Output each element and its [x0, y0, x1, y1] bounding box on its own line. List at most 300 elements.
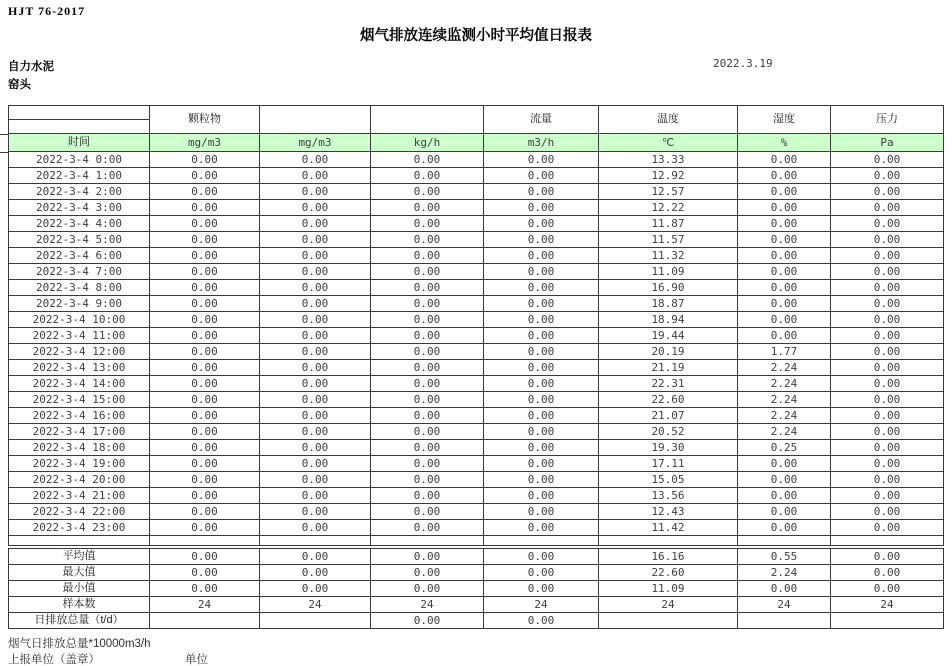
table-row — [9, 472, 944, 488]
value-cell: 0.00 — [371, 152, 484, 168]
value-cell: 0.00 — [260, 408, 371, 424]
time-cell: 2022-3-4 15:00 — [9, 392, 150, 408]
value-cell: 0.00 — [371, 456, 484, 472]
value-cell: 0.00 — [371, 296, 484, 312]
value-cell: 0.00 — [260, 296, 371, 312]
value-cell: 0.00 — [260, 360, 371, 376]
summary-value: 0.00 — [150, 581, 260, 597]
table-row — [9, 328, 944, 344]
summary-value: 22.60 — [599, 565, 738, 581]
value-cell: 0.00 — [831, 520, 944, 536]
time-cell: 2022-3-4 17:00 — [9, 424, 150, 440]
page-title: 烟气排放连续监测小时平均值日报表 — [360, 28, 592, 44]
time-cell: 2022-3-4 21:00 — [9, 488, 150, 504]
value-cell: 0.00 — [150, 376, 260, 392]
value-cell: 0.00 — [831, 392, 944, 408]
time-cell: 2022-3-4 5:00 — [9, 232, 150, 248]
value-cell: 0.00 — [831, 296, 944, 312]
time-cell: 2022-3-4 12:00 — [9, 344, 150, 360]
value-cell: 0.00 — [831, 216, 944, 232]
value-cell: 15.05 — [599, 472, 738, 488]
value-cell: 16.90 — [599, 280, 738, 296]
value-cell: 0.00 — [831, 344, 944, 360]
value-cell: 0.00 — [738, 264, 831, 280]
summary-value: 0.00 — [831, 581, 944, 597]
summary-value: 0.00 — [260, 565, 371, 581]
summary-value: 0.00 — [484, 581, 599, 597]
time-cell: 2022-3-4 9:00 — [9, 296, 150, 312]
value-cell: 0.00 — [371, 376, 484, 392]
value-cell: 0.00 — [260, 344, 371, 360]
value-cell: 0.00 — [260, 392, 371, 408]
value-cell: 0.00 — [371, 232, 484, 248]
value-cell: 0.00 — [371, 344, 484, 360]
spacer-cell — [150, 536, 260, 546]
value-cell: 0.00 — [738, 200, 831, 216]
time-header-cell: 时间 — [9, 134, 150, 152]
spacer-cell — [599, 536, 738, 546]
value-cell: 12.92 — [599, 168, 738, 184]
time-cell: 2022-3-4 10:00 — [9, 312, 150, 328]
value-cell: 0.00 — [371, 264, 484, 280]
value-cell: 0.00 — [150, 520, 260, 536]
header-row-1 — [9, 106, 944, 120]
group-header-cell: 温度 — [599, 106, 738, 134]
value-cell: 0.00 — [831, 168, 944, 184]
value-cell: 0.00 — [260, 216, 371, 232]
value-cell: 0.00 — [831, 376, 944, 392]
value-cell: 0.00 — [260, 264, 371, 280]
value-cell: 0.00 — [260, 328, 371, 344]
value-cell: 2.24 — [738, 360, 831, 376]
value-cell: 18.94 — [599, 312, 738, 328]
value-cell: 0.00 — [738, 248, 831, 264]
value-cell: 0.00 — [484, 344, 599, 360]
value-cell: 11.09 — [599, 264, 738, 280]
time-cell: 2022-3-4 18:00 — [9, 440, 150, 456]
total-emission-note: 烟气日排放总量*10000m3/h — [8, 638, 151, 650]
summary-value: 0.00 — [260, 549, 371, 565]
value-cell: 11.42 — [599, 520, 738, 536]
summary-label: 最小值 — [9, 581, 150, 597]
value-cell: 0.00 — [484, 184, 599, 200]
value-cell: 0.00 — [150, 472, 260, 488]
unit-cell: Pa — [831, 134, 944, 152]
value-cell: 22.60 — [599, 392, 738, 408]
summary-value: 0.55 — [738, 549, 831, 565]
value-cell: 0.00 — [150, 200, 260, 216]
value-cell: 0.00 — [484, 152, 599, 168]
time-cell: 2022-3-4 6:00 — [9, 248, 150, 264]
value-cell: 0.00 — [738, 216, 831, 232]
value-cell: 0.00 — [150, 504, 260, 520]
value-cell: 0.00 — [150, 360, 260, 376]
value-cell: 0.00 — [484, 216, 599, 232]
summary-value: 0.00 — [371, 549, 484, 565]
corner-cell-bottom — [9, 120, 150, 134]
value-cell: 0.00 — [738, 232, 831, 248]
value-cell: 0.00 — [371, 472, 484, 488]
summary-value: 24 — [371, 597, 484, 613]
spacer-row — [9, 536, 944, 546]
group-header-cell: 流量 — [484, 106, 599, 134]
value-cell: 0.00 — [831, 184, 944, 200]
value-cell: 0.00 — [738, 168, 831, 184]
value-cell: 0.00 — [484, 408, 599, 424]
spacer-cell — [484, 536, 599, 546]
left-line-stub-bottom — [0, 152, 8, 153]
summary-value: 11.09 — [599, 581, 738, 597]
value-cell: 0.00 — [484, 360, 599, 376]
value-cell: 0.00 — [738, 504, 831, 520]
value-cell: 0.00 — [260, 312, 371, 328]
value-cell: 0.00 — [150, 280, 260, 296]
table-row — [9, 360, 944, 376]
value-cell: 0.00 — [831, 504, 944, 520]
value-cell: 0.00 — [738, 328, 831, 344]
time-cell: 2022-3-4 4:00 — [9, 216, 150, 232]
time-cell: 2022-3-4 11:00 — [9, 328, 150, 344]
value-cell: 0.00 — [260, 472, 371, 488]
value-cell: 1.77 — [738, 344, 831, 360]
unit-cell: % — [738, 134, 831, 152]
table-row — [9, 296, 944, 312]
value-cell: 0.00 — [484, 328, 599, 344]
value-cell: 0.00 — [484, 280, 599, 296]
value-cell: 18.87 — [599, 296, 738, 312]
table-row — [9, 504, 944, 520]
summary-value: 0.00 — [260, 581, 371, 597]
value-cell: 0.00 — [150, 216, 260, 232]
value-cell: 20.19 — [599, 344, 738, 360]
value-cell: 0.00 — [831, 248, 944, 264]
time-cell: 2022-3-4 13:00 — [9, 360, 150, 376]
value-cell: 0.00 — [484, 424, 599, 440]
value-cell: 0.00 — [484, 488, 599, 504]
summary-label: 平均值 — [9, 549, 150, 565]
left-line-stub-top — [0, 134, 8, 135]
summary-value: 24 — [831, 597, 944, 613]
value-cell: 0.00 — [150, 152, 260, 168]
value-cell: 19.30 — [599, 440, 738, 456]
value-cell: 0.00 — [260, 200, 371, 216]
summary-value — [150, 613, 260, 629]
value-cell: 0.00 — [831, 360, 944, 376]
value-cell: 0.00 — [738, 184, 831, 200]
time-cell: 2022-3-4 8:00 — [9, 280, 150, 296]
summary-value: 16.16 — [599, 549, 738, 565]
value-cell: 0.00 — [150, 248, 260, 264]
corner-cell-top — [9, 106, 150, 120]
value-cell: 0.00 — [484, 168, 599, 184]
value-cell: 0.00 — [371, 408, 484, 424]
value-cell: 0.00 — [371, 312, 484, 328]
value-cell: 0.00 — [484, 312, 599, 328]
unit-header-row — [9, 134, 944, 152]
value-cell: 0.00 — [484, 200, 599, 216]
value-cell: 0.00 — [150, 264, 260, 280]
value-cell: 0.00 — [260, 424, 371, 440]
summary-row — [9, 549, 944, 565]
value-cell: 0.00 — [371, 488, 484, 504]
value-cell: 19.44 — [599, 328, 738, 344]
summary-value: 0.00 — [371, 581, 484, 597]
value-cell: 0.00 — [738, 280, 831, 296]
value-cell: 0.00 — [831, 200, 944, 216]
table-row — [9, 280, 944, 296]
unit-cell: mg/m3 — [150, 134, 260, 152]
summary-value — [260, 613, 371, 629]
value-cell: 0.00 — [484, 440, 599, 456]
summary-value — [599, 613, 738, 629]
time-cell: 2022-3-4 23:00 — [9, 520, 150, 536]
value-cell: 0.00 — [484, 456, 599, 472]
value-cell: 0.00 — [484, 472, 599, 488]
value-cell: 22.31 — [599, 376, 738, 392]
value-cell: 0.00 — [260, 232, 371, 248]
value-cell: 0.00 — [831, 280, 944, 296]
unit-cell: kg/h — [371, 134, 484, 152]
report-date: 2022.3.19 — [713, 57, 773, 70]
value-cell: 0.00 — [484, 504, 599, 520]
value-cell: 0.00 — [150, 440, 260, 456]
summary-value: 0.00 — [150, 565, 260, 581]
group-header-cell: 压力 — [831, 106, 944, 134]
time-cell: 2022-3-4 22:00 — [9, 504, 150, 520]
summary-value: 0.00 — [484, 549, 599, 565]
value-cell: 0.00 — [371, 248, 484, 264]
summary-value: 0.00 — [831, 549, 944, 565]
value-cell: 0.00 — [371, 328, 484, 344]
summary-value: 24 — [150, 597, 260, 613]
value-cell: 0.25 — [738, 440, 831, 456]
summary-value: 2.24 — [738, 565, 831, 581]
value-cell: 0.00 — [260, 456, 371, 472]
time-cell: 2022-3-4 0:00 — [9, 152, 150, 168]
value-cell: 0.00 — [831, 264, 944, 280]
value-cell: 0.00 — [371, 392, 484, 408]
time-cell: 2022-3-4 16:00 — [9, 408, 150, 424]
unit-cell: ℃ — [599, 134, 738, 152]
value-cell: 0.00 — [150, 488, 260, 504]
value-cell: 0.00 — [484, 264, 599, 280]
time-cell: 2022-3-4 1:00 — [9, 168, 150, 184]
value-cell: 20.52 — [599, 424, 738, 440]
value-cell: 0.00 — [738, 456, 831, 472]
unit-cell: mg/m3 — [260, 134, 371, 152]
table-row — [9, 456, 944, 472]
value-cell: 0.00 — [831, 488, 944, 504]
value-cell: 0.00 — [371, 360, 484, 376]
time-cell: 2022-3-4 19:00 — [9, 456, 150, 472]
value-cell: 2.24 — [738, 408, 831, 424]
spacer-cell — [371, 536, 484, 546]
value-cell: 0.00 — [260, 184, 371, 200]
report-table — [8, 105, 944, 629]
table-row — [9, 344, 944, 360]
value-cell: 0.00 — [260, 504, 371, 520]
value-cell: 0.00 — [738, 296, 831, 312]
value-cell: 0.00 — [738, 152, 831, 168]
standard-code: HJT 76-2017 — [8, 4, 86, 18]
value-cell: 0.00 — [260, 440, 371, 456]
table-row — [9, 264, 944, 280]
value-cell: 0.00 — [371, 504, 484, 520]
table-row — [9, 312, 944, 328]
value-cell: 12.22 — [599, 200, 738, 216]
summary-value: 24 — [484, 597, 599, 613]
time-cell: 2022-3-4 3:00 — [9, 200, 150, 216]
value-cell: 0.00 — [371, 424, 484, 440]
value-cell: 21.19 — [599, 360, 738, 376]
value-cell: 0.00 — [831, 312, 944, 328]
value-cell: 0.00 — [831, 472, 944, 488]
table-row — [9, 520, 944, 536]
table-row — [9, 408, 944, 424]
value-cell: 13.33 — [599, 152, 738, 168]
value-cell: 12.57 — [599, 184, 738, 200]
time-cell: 2022-3-4 2:00 — [9, 184, 150, 200]
value-cell: 0.00 — [738, 488, 831, 504]
value-cell: 0.00 — [260, 248, 371, 264]
company-name: 自力水泥 — [8, 61, 54, 73]
value-cell: 0.00 — [738, 520, 831, 536]
value-cell: 13.56 — [599, 488, 738, 504]
value-cell: 0.00 — [831, 152, 944, 168]
time-cell: 2022-3-4 14:00 — [9, 376, 150, 392]
table-row — [9, 392, 944, 408]
value-cell: 0.00 — [371, 200, 484, 216]
group-header-cell: 颗粒物 — [150, 106, 260, 134]
spacer-cell — [831, 536, 944, 546]
table-row — [9, 216, 944, 232]
value-cell: 0.00 — [371, 184, 484, 200]
value-cell: 0.00 — [150, 312, 260, 328]
value-cell: 12.43 — [599, 504, 738, 520]
value-cell: 0.00 — [260, 520, 371, 536]
value-cell: 0.00 — [260, 152, 371, 168]
value-cell: 0.00 — [738, 312, 831, 328]
value-cell: 0.00 — [150, 456, 260, 472]
summary-value: 0.00 — [484, 565, 599, 581]
table-row — [9, 232, 944, 248]
summary-value: 0.00 — [831, 565, 944, 581]
group-header-cell: 湿度 — [738, 106, 831, 134]
spacer-cell — [260, 536, 371, 546]
value-cell: 0.00 — [484, 376, 599, 392]
value-cell: 0.00 — [831, 424, 944, 440]
value-cell: 0.00 — [150, 392, 260, 408]
table-row — [9, 200, 944, 216]
spacer-cell — [738, 536, 831, 546]
summary-label: 样本数 — [9, 597, 150, 613]
unit-cell: m3/h — [484, 134, 599, 152]
table-row — [9, 488, 944, 504]
summary-value: 0.00 — [150, 549, 260, 565]
table-row — [9, 168, 944, 184]
value-cell: 0.00 — [371, 168, 484, 184]
table-row — [9, 376, 944, 392]
value-cell: 0.00 — [150, 168, 260, 184]
summary-value: 0.00 — [371, 613, 484, 629]
summary-row — [9, 597, 944, 613]
table-row — [9, 248, 944, 264]
value-cell: 0.00 — [150, 232, 260, 248]
value-cell: 0.00 — [260, 168, 371, 184]
summary-row — [9, 581, 944, 597]
summary-value: 0.00 — [371, 565, 484, 581]
summary-value: 0.00 — [738, 581, 831, 597]
summary-label: 日排放总量（t/d） — [9, 613, 150, 629]
table-row — [9, 184, 944, 200]
value-cell: 0.00 — [831, 232, 944, 248]
value-cell: 2.24 — [738, 376, 831, 392]
value-cell: 0.00 — [371, 520, 484, 536]
value-cell: 2.24 — [738, 424, 831, 440]
table-row — [9, 424, 944, 440]
value-cell: 0.00 — [150, 328, 260, 344]
summary-value — [738, 613, 831, 629]
value-cell: 0.00 — [150, 424, 260, 440]
group-header-cell — [260, 106, 371, 134]
summary-value — [831, 613, 944, 629]
value-cell: 0.00 — [371, 280, 484, 296]
summary-row — [9, 565, 944, 581]
value-cell: 21.07 — [599, 408, 738, 424]
time-cell: 2022-3-4 20:00 — [9, 472, 150, 488]
reporting-unit-label: 上报单位（盖章） — [8, 654, 100, 666]
value-cell: 0.00 — [260, 488, 371, 504]
value-cell: 0.00 — [738, 472, 831, 488]
unit-label: 单位 — [185, 654, 208, 666]
value-cell: 0.00 — [484, 296, 599, 312]
group-header-cell — [371, 106, 484, 134]
value-cell: 11.32 — [599, 248, 738, 264]
value-cell: 0.00 — [484, 392, 599, 408]
value-cell: 0.00 — [831, 408, 944, 424]
value-cell: 0.00 — [371, 440, 484, 456]
value-cell: 0.00 — [150, 296, 260, 312]
value-cell: 0.00 — [150, 184, 260, 200]
table-row — [9, 440, 944, 456]
value-cell: 0.00 — [371, 216, 484, 232]
value-cell: 11.57 — [599, 232, 738, 248]
summary-row — [9, 613, 944, 629]
value-cell: 0.00 — [260, 376, 371, 392]
value-cell: 0.00 — [260, 280, 371, 296]
summary-value: 24 — [738, 597, 831, 613]
value-cell: 0.00 — [484, 248, 599, 264]
station-name: 窑头 — [8, 79, 31, 91]
value-cell: 0.00 — [150, 408, 260, 424]
value-cell: 0.00 — [484, 520, 599, 536]
value-cell: 0.00 — [831, 440, 944, 456]
summary-value: 24 — [260, 597, 371, 613]
summary-value: 24 — [599, 597, 738, 613]
value-cell: 0.00 — [150, 344, 260, 360]
value-cell: 2.24 — [738, 392, 831, 408]
value-cell: 0.00 — [831, 328, 944, 344]
summary-value: 0.00 — [484, 613, 599, 629]
table-row — [9, 152, 944, 168]
value-cell: 0.00 — [831, 456, 944, 472]
value-cell: 11.87 — [599, 216, 738, 232]
time-cell: 2022-3-4 7:00 — [9, 264, 150, 280]
spacer-cell — [9, 536, 150, 546]
value-cell: 0.00 — [484, 232, 599, 248]
summary-label: 最大值 — [9, 565, 150, 581]
value-cell: 17.11 — [599, 456, 738, 472]
